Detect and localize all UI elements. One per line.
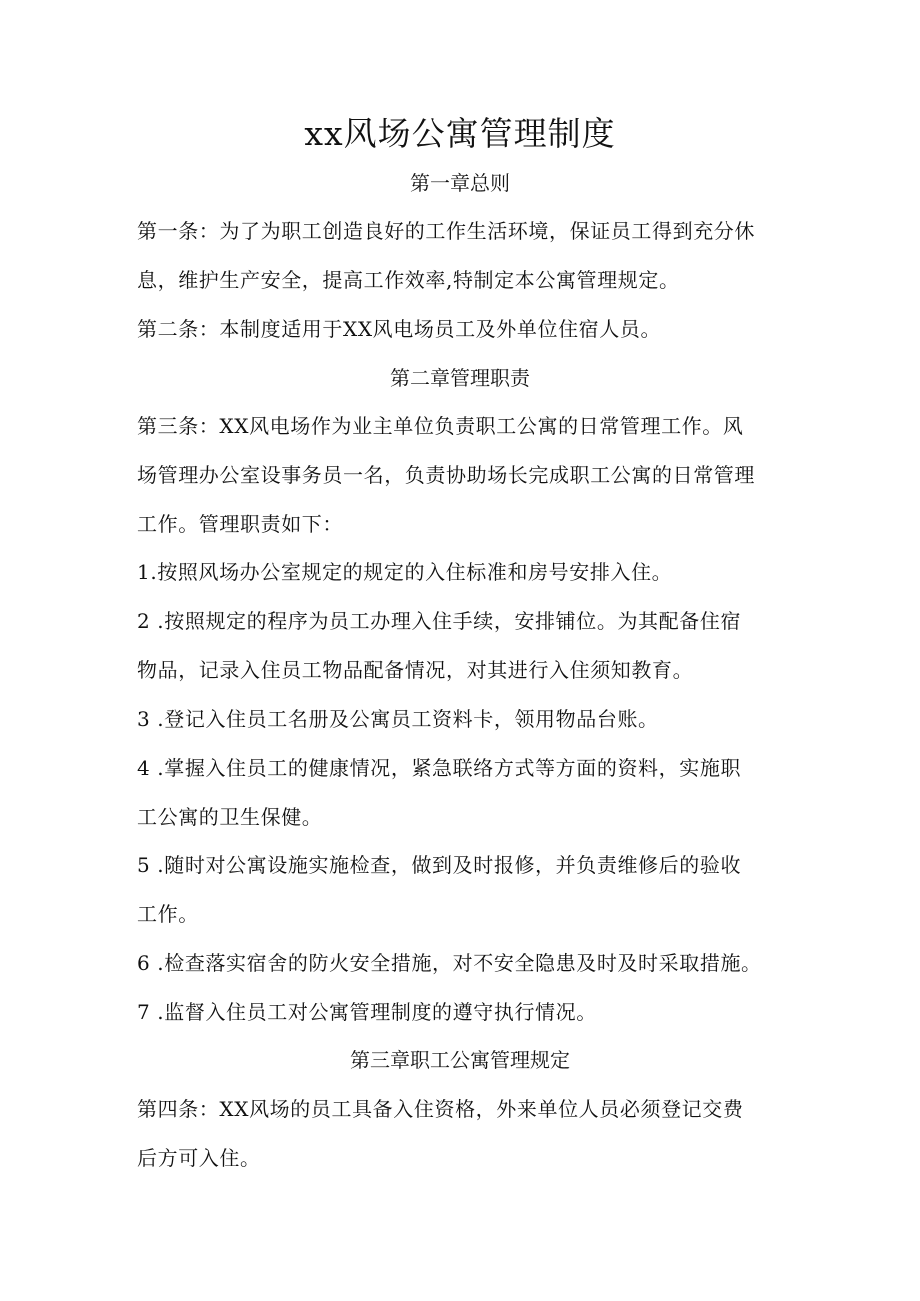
duty-item-2-line-2: 物品，记录入住员工物品配备情况，对其进行入住须知教育。 — [137, 658, 694, 682]
article-1-line-1: 第一条：为了为职工创造良好的工作生活环境，保证员工得到充分休 — [137, 219, 755, 243]
article-4-line-1: 第四条：XX风场的员工具备入住资格，外来单位人员必须登记交费 — [137, 1097, 744, 1121]
duty-item-1: 1.按照风场办公室规定的规定的入住标准和房号安排入住。 — [137, 560, 673, 584]
article-1-line-2: 息，维护生产安全，提高工作效率,特制定本公寓管理规定。 — [137, 268, 680, 292]
duty-item-2-line-1: 2 .按照规定的程序为员工办理入住手续，安排铺位。为其配备住宿 — [137, 609, 742, 633]
chapter-1-heading: 第一章总则 — [410, 171, 510, 195]
duty-item-6: 6 .检查落实宿舍的防火安全措施，对不安全隐患及时及时采取措施。 — [137, 951, 762, 975]
chapter-3-heading: 第三章职工公寓管理规定 — [350, 1048, 570, 1072]
duty-item-4-line-1: 4 .掌握入住员工的健康情况，紧急联络方式等方面的资料，实施职 — [137, 756, 742, 780]
duty-item-5-line-2: 工作。 — [137, 902, 199, 926]
duty-item-4-line-2: 工公寓的卫生保健。 — [137, 805, 323, 829]
duty-item-7: 7 .监督入住员工对公寓管理制度的遵守执行情况。 — [137, 1000, 597, 1024]
article-3-line-1: 第三条：XX风电场作为业主单位负责职工公寓的日常管理工作。风 — [137, 414, 744, 438]
duty-item-3: 3 .登记入住员工名册及公寓员工资料卡，领用物品台账。 — [137, 707, 659, 731]
duty-item-5-line-1: 5 .随时对公寓设施实施检查，做到及时报修，并负责维修后的验收 — [137, 853, 742, 877]
chapter-2-heading: 第二章管理职责 — [390, 366, 530, 390]
article-3-line-3: 工作。管理职责如下： — [137, 512, 343, 536]
document-title: xx风场公寓管理制度 — [304, 114, 616, 153]
article-3-line-2: 场管理办公室设事务员一名，负责协助场长完成职工公寓的日常管理 — [137, 463, 755, 487]
article-4-line-2: 后方可入住。 — [137, 1146, 261, 1170]
article-2: 第二条：本制度适用于XX风电场员工及外单位住宿人员。 — [137, 317, 662, 341]
